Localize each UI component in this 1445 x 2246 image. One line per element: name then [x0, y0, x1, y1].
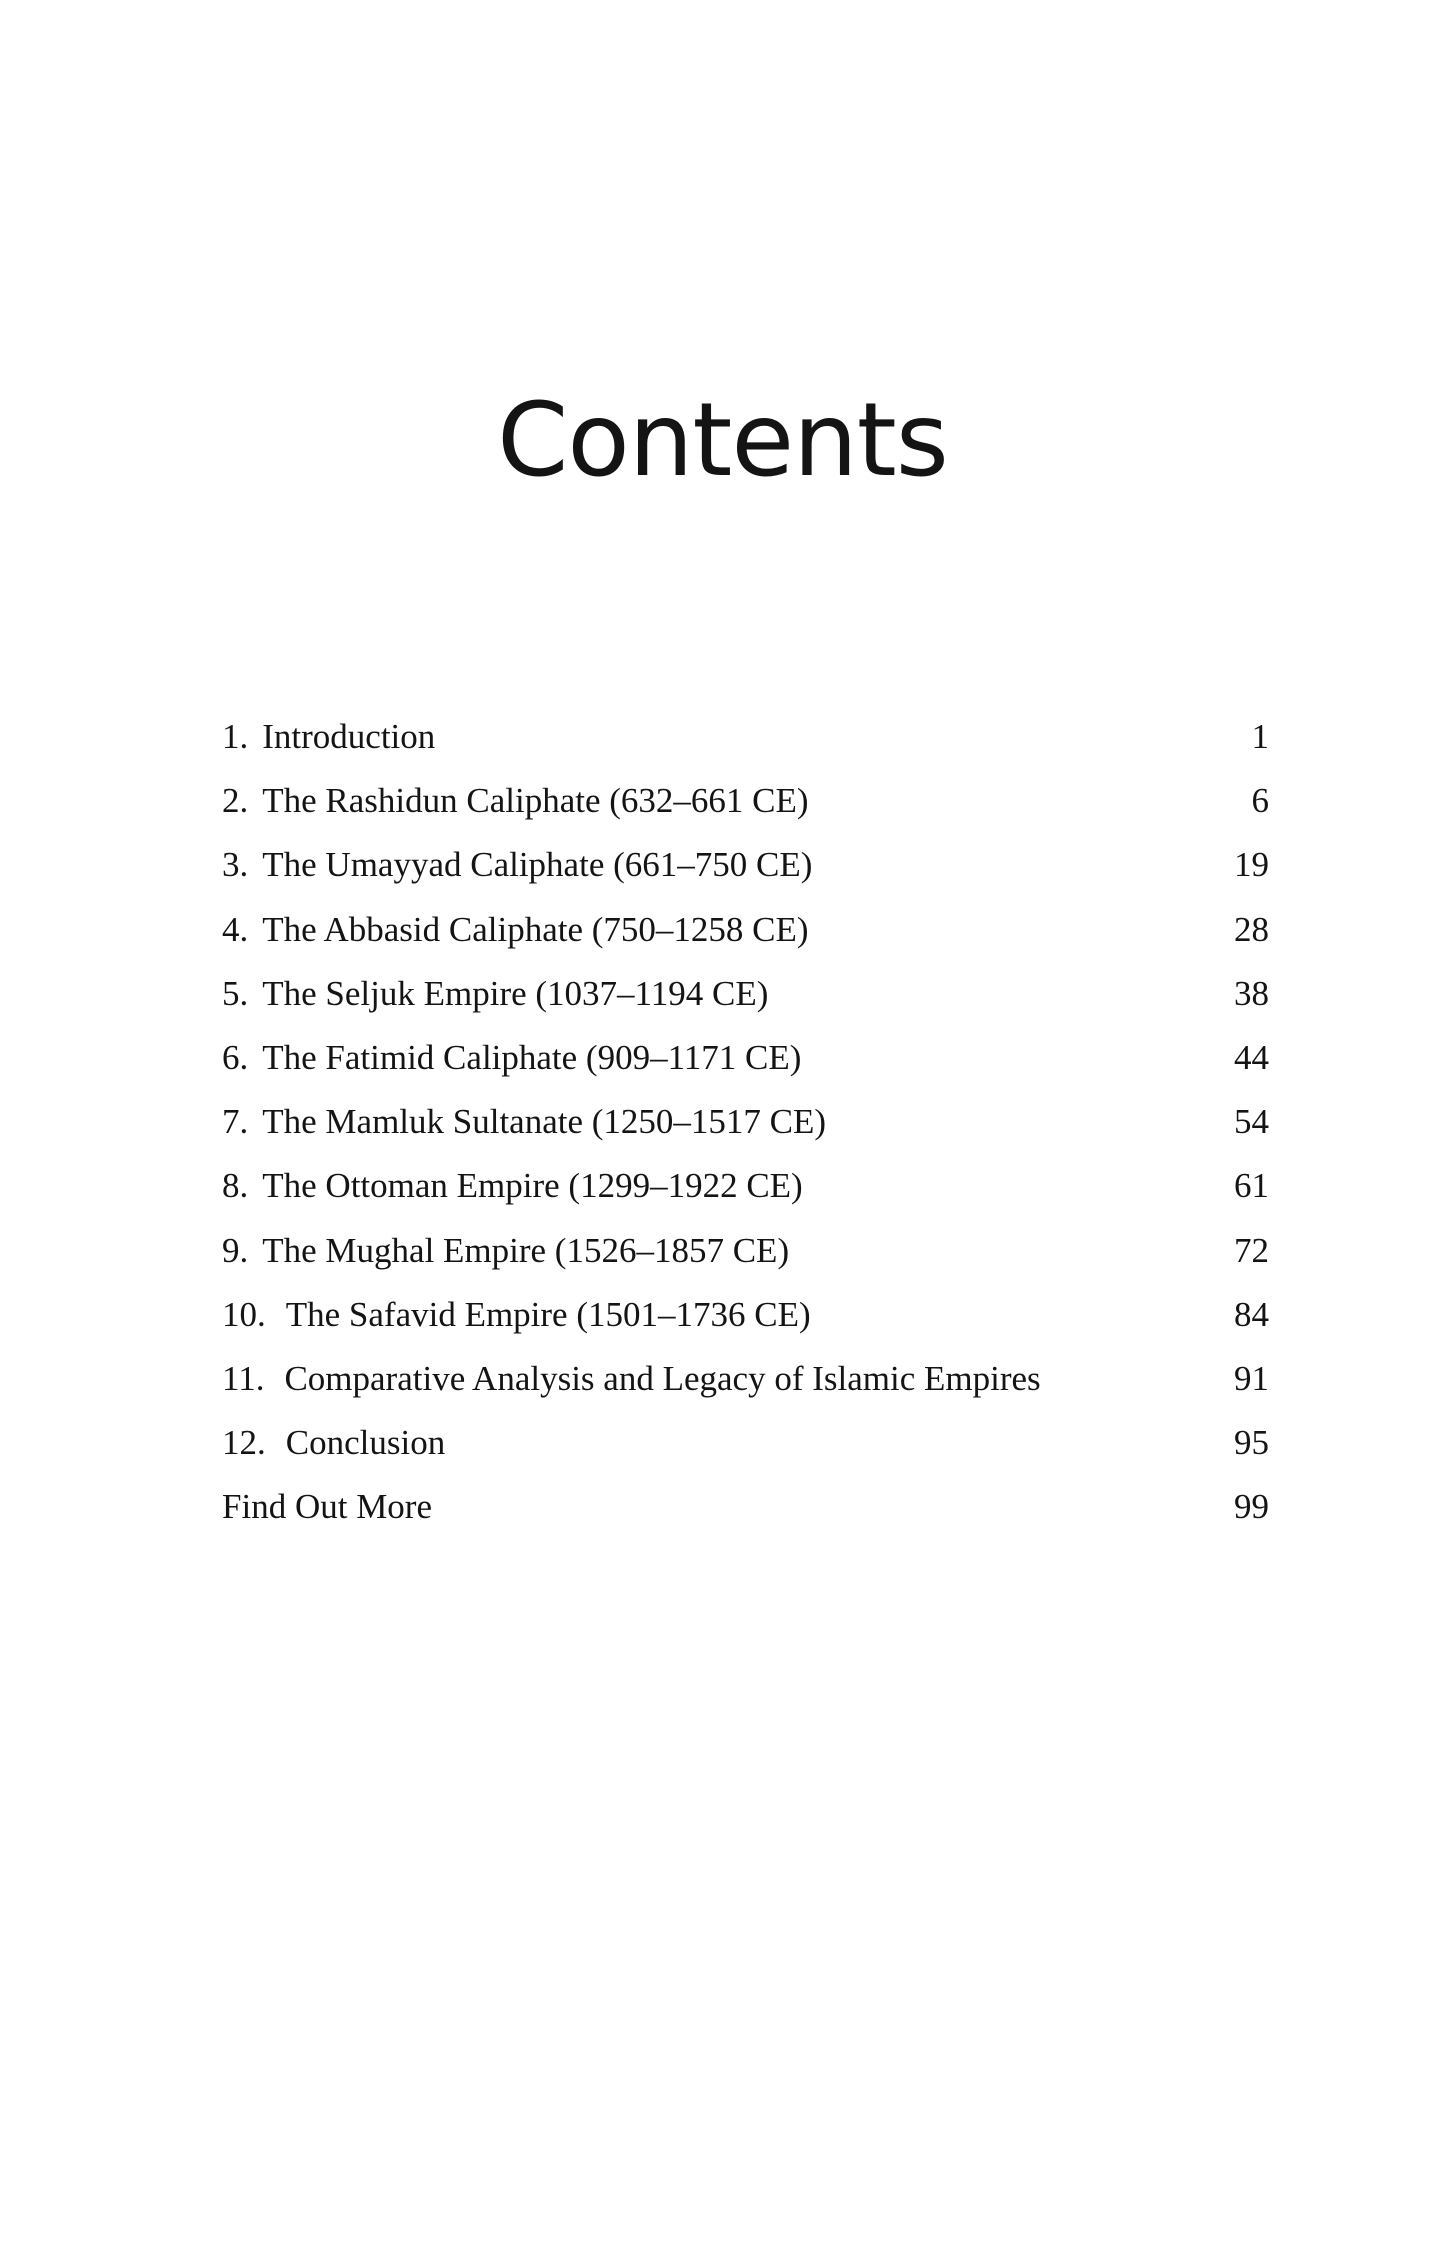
- toc-entry-title: The Safavid Empire (1501–1736 CE): [285, 1294, 811, 1334]
- toc-entry-label: [222, 776, 809, 826]
- toc-entry-page: 54: [1234, 1102, 1269, 1142]
- toc-entry-page: 99: [1234, 1487, 1269, 1527]
- toc-entry-title: Find Out More: [222, 1487, 432, 1527]
- toc-entry[interactable]: [222, 1226, 1269, 1290]
- toc-entry-title: The Fatimid Caliphate (909–1171 CE): [262, 1037, 802, 1077]
- toc-entry-page: 95: [1234, 1423, 1269, 1463]
- toc-entry-number: 3.: [222, 845, 249, 885]
- toc-entry[interactable]: [222, 969, 1269, 1033]
- toc-entry-label: [222, 840, 812, 890]
- toc-entry-page: 91: [1234, 1358, 1269, 1398]
- toc-entry-number: 9.: [222, 1230, 249, 1270]
- toc-entry-title: The Seljuk Empire (1037–1194 CE): [262, 973, 769, 1013]
- toc-entry[interactable]: [222, 1097, 1269, 1161]
- toc-entry-title: The Mughal Empire (1526–1857 CE): [262, 1230, 790, 1270]
- toc-entry-page: 44: [1234, 1037, 1269, 1077]
- toc-entry[interactable]: [222, 905, 1269, 969]
- toc-entry[interactable]: [222, 1033, 1269, 1097]
- toc-entry[interactable]: [222, 1161, 1269, 1225]
- toc-entry-find-out-more[interactable]: [222, 1482, 1269, 1546]
- toc-entry-number: 5.: [222, 973, 249, 1013]
- toc-entry-label: [222, 1161, 803, 1211]
- toc-entry-number: 11.: [222, 1358, 265, 1398]
- toc-entry-page: 61: [1234, 1166, 1269, 1206]
- toc-entry-title: The Ottoman Empire (1299–1922 CE): [262, 1166, 803, 1206]
- toc-entry-number: 7.: [222, 1102, 249, 1142]
- toc-entry[interactable]: [222, 776, 1269, 840]
- toc-entry-title: The Umayyad Caliphate (661–750 CE): [262, 845, 813, 885]
- toc-entry[interactable]: [222, 712, 1269, 776]
- toc-entry-title: Introduction: [262, 717, 436, 756]
- toc-entry-label: [222, 712, 435, 762]
- toc-entry-title: The Rashidun Caliphate (632–661 CE): [262, 781, 809, 821]
- toc-entry[interactable]: [222, 1418, 1269, 1482]
- toc-entry-title: The Mamluk Sultanate (1250–1517 CE): [262, 1102, 827, 1142]
- toc-entry-title: The Abbasid Caliphate (750–1258 CE): [262, 909, 809, 949]
- toc-entry-page: 28: [1234, 909, 1269, 949]
- toc-entry[interactable]: [222, 1290, 1269, 1354]
- toc-entry-number: 1.: [222, 717, 249, 756]
- toc-entry-title: Conclusion: [285, 1423, 446, 1463]
- toc-entry-label: [222, 1354, 1041, 1404]
- toc-entry-label: [222, 1290, 811, 1340]
- toc-entry-label: [222, 1226, 789, 1276]
- toc-entry-label: [222, 969, 768, 1019]
- toc-entry-number: 10.: [222, 1294, 266, 1334]
- toc-entry-page: 1: [1251, 717, 1269, 756]
- page-title: Contents: [497, 381, 948, 500]
- table-of-contents: [222, 712, 1269, 1546]
- toc-entry-title: Comparative Analysis and Legacy of Islamic Empires: [284, 1358, 1041, 1398]
- toc-entry-page: 19: [1234, 845, 1269, 885]
- toc-entry-label: [222, 1033, 801, 1083]
- toc-entry-label: [222, 905, 809, 955]
- toc-entry-number: 6.: [222, 1037, 249, 1077]
- toc-entry-number: 12.: [222, 1423, 266, 1463]
- toc-entry-label: [222, 1418, 445, 1468]
- toc-entry[interactable]: [222, 840, 1269, 904]
- toc-entry-page: 38: [1234, 973, 1269, 1013]
- toc-entry-number: 8.: [222, 1166, 249, 1206]
- toc-entry-page: 6: [1251, 781, 1269, 821]
- toc-entry-number: 2.: [222, 781, 249, 821]
- toc-entry-label: [222, 1097, 826, 1147]
- toc-entry[interactable]: [222, 1354, 1269, 1418]
- toc-entry-page: 84: [1234, 1294, 1269, 1334]
- toc-entry-number: 4.: [222, 909, 249, 949]
- toc-entry-page: 72: [1234, 1230, 1269, 1270]
